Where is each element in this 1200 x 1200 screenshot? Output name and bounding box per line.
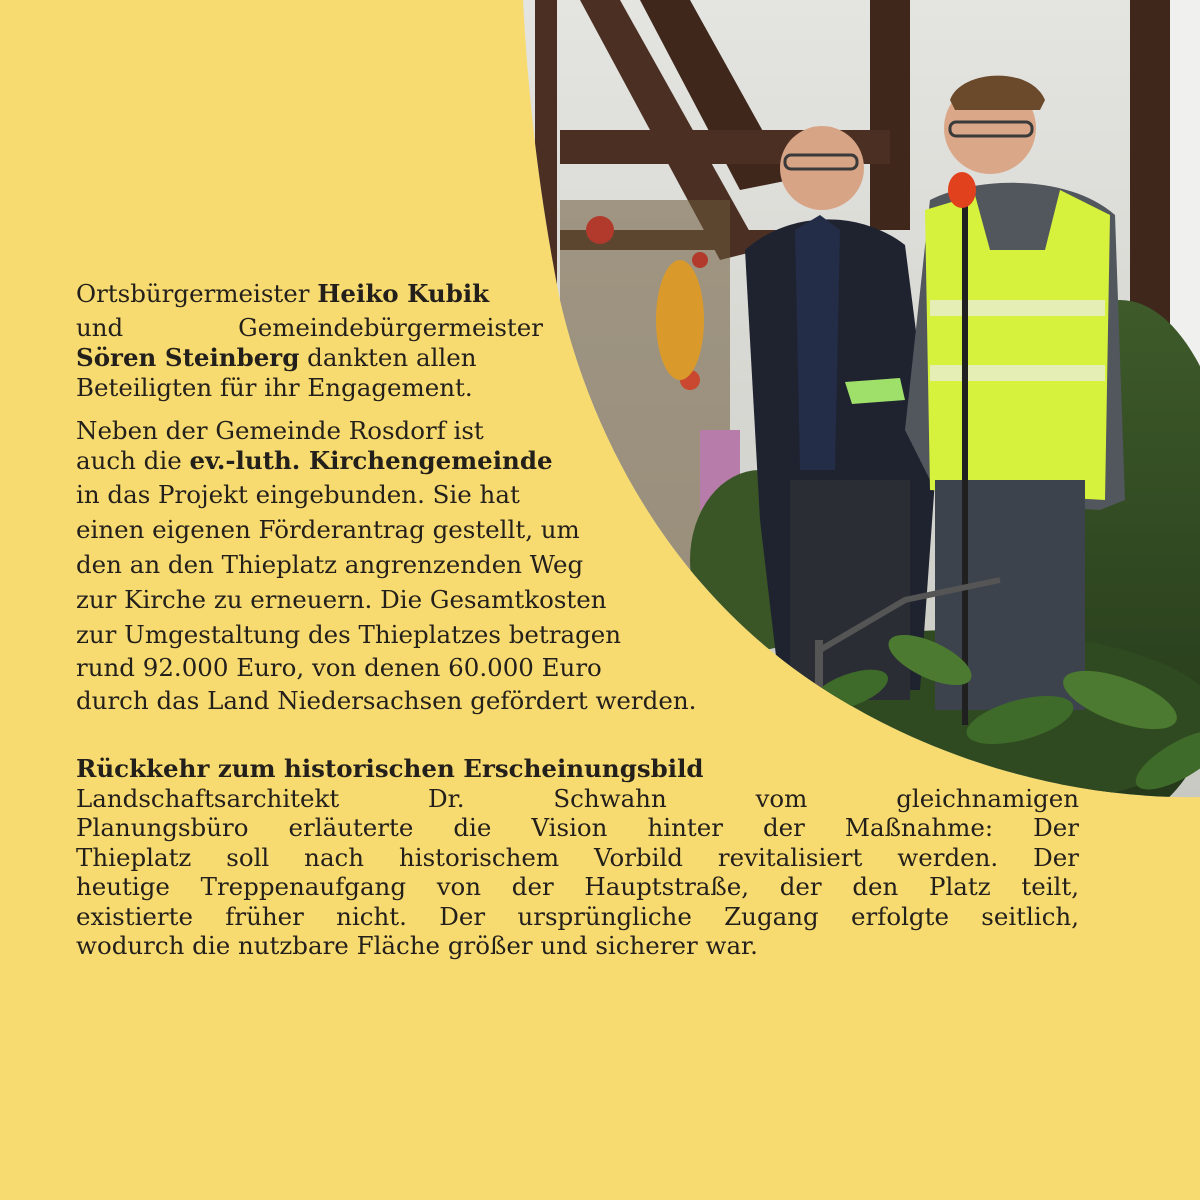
text: rund 92.000 Euro, von denen 60.000 Euro <box>76 653 602 682</box>
text: Ortsbürgermeister <box>76 279 318 308</box>
paragraph-2 <box>76 754 1079 961</box>
text: den an den Thieplatz angrenzenden Weg <box>76 550 584 579</box>
p1-line-12 <box>76 653 602 683</box>
section-heading: Rückkehr zum historischen Erscheinungsbild <box>76 754 704 783</box>
text: und Gemeindebürgermeister <box>76 313 543 342</box>
text: auch die <box>76 446 190 475</box>
text: zur Kirche zu erneuern. Die Gesamtkosten <box>76 585 607 614</box>
p1-line-11 <box>76 620 621 650</box>
p1-line-1 <box>76 279 489 309</box>
p1-line-8 <box>76 515 580 545</box>
text: einen eigenen Förderantrag gestellt, um <box>76 515 580 544</box>
p2-line-3: Thieplatz soll nach historischem Vorbild revitalisiert werden. Der <box>76 842 1079 872</box>
p1-line-4 <box>76 373 473 403</box>
p1-line-3 <box>76 343 477 373</box>
text: zur Umgestaltung des Thieplatzes betragen <box>76 620 622 649</box>
p1-line-2 <box>76 313 543 343</box>
text: Beteiligten für ihr Engagement. <box>76 373 473 402</box>
bold-text: Heiko Kubik <box>317 279 490 308</box>
bold-text: ev.-luth. Kirchengemeinde <box>189 446 553 475</box>
p1-line-6 <box>76 446 553 476</box>
p1-line-9 <box>76 550 583 580</box>
text: dankten allen <box>299 343 477 372</box>
text: in das Projekt eingebunden. Sie hat <box>76 480 520 509</box>
p1-line-7 <box>76 480 520 510</box>
p2-line-6: wodurch die nutzbare Fläche größer und sicherer war. <box>76 931 758 960</box>
p2-line-2: Planungsbüro erläuterte die Vision hinter der Maßnahme: Der <box>76 813 1079 842</box>
p1-line-5 <box>76 416 484 446</box>
bold-text: Sören Steinberg <box>76 343 300 372</box>
p1-line-13 <box>76 686 696 716</box>
p2-line-1: Landschaftsarchitekt Dr. Schwahn vom gleichnamigen <box>76 783 1079 813</box>
text: Neben der Gemeinde Rosdorf ist <box>76 416 484 445</box>
text: durch das Land Niedersachsen gefördert werden. <box>76 686 697 715</box>
p2-line-5: existierte früher nicht. Der ursprüngliche Zugang erfolgte seitlich, <box>76 901 1079 931</box>
p1-line-10 <box>76 585 607 615</box>
p2-line-4: heutige Treppenaufgang von der Hauptstraße, der den Platz teilt, <box>76 872 1079 901</box>
